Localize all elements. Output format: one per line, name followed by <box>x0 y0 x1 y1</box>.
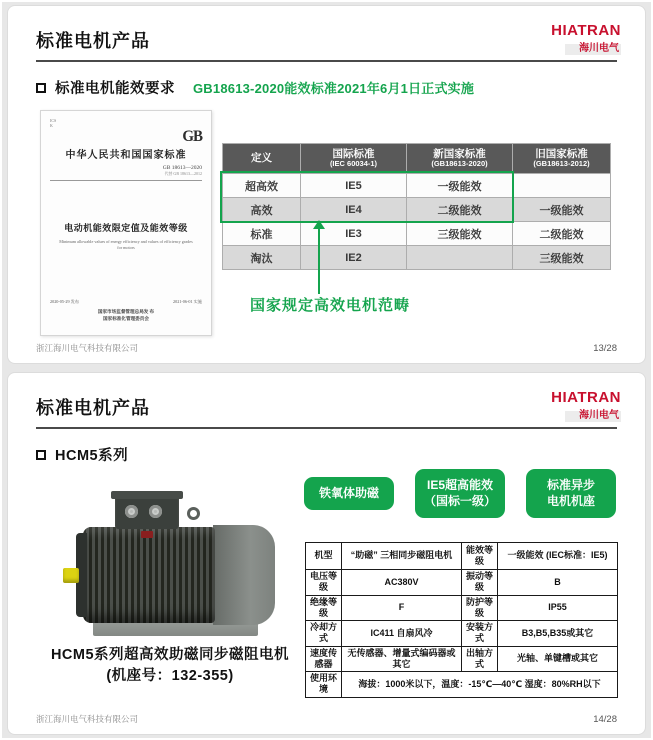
section-note: GB18613-2020能效标准2021年6月1日正式实施 <box>193 81 475 96</box>
gb-standard-cover <box>40 110 212 336</box>
badge-ferrite: 铁氧体助磁 <box>304 477 394 511</box>
gb-issuer-line2: 国家标准化管理委员会 <box>103 316 149 322</box>
caption-line2: (机座号：132-355) <box>106 668 234 685</box>
terminal-box-lid <box>111 491 183 499</box>
table-row: 高效 IE4 二级能效 一级能效 <box>223 198 611 222</box>
spec-table <box>305 542 617 698</box>
column-header: 定义 <box>223 144 301 174</box>
gb-standard-replaces: 代替 GB 18613—2012 <box>164 170 202 176</box>
annotation-text: 国家规定高效电机范畴 <box>250 297 411 314</box>
table-row: 标准 IE3 三级能效 二级能效 <box>223 222 611 246</box>
spec-row: 电压等级 AC380V 振动等级 B <box>306 570 618 596</box>
column-header: 旧国家标准 (GB18613-2012) <box>513 144 611 174</box>
section-title: HCM5系列 <box>55 448 129 464</box>
square-bullet-icon <box>36 450 46 460</box>
efficiency-table <box>222 143 610 270</box>
table-row: 超高效 IE5 一级能效 <box>223 174 611 198</box>
gb-issuer-line1: 国家市场监督管理总局 <box>97 309 144 315</box>
gb-issuer <box>41 309 211 323</box>
badge-ie5: IE5超高能效 （国标一级） <box>415 469 505 518</box>
column-header: 国际标准 (IEC 60034-1) <box>301 144 407 174</box>
title-divider <box>36 427 617 429</box>
page-title: 标准电机产品 <box>36 31 150 51</box>
brand-logo <box>551 23 621 56</box>
page-number: 13/28 <box>593 343 617 354</box>
motor-finned-body <box>83 527 215 623</box>
section-title: 标准电机能效要求 <box>55 81 175 97</box>
footer-company: 浙江海川电气科技有限公司 <box>36 343 139 353</box>
gb-ics-code: ICS K <box>50 118 57 128</box>
caption-line1: HCM5系列超高效助磁同步磁阻电机 <box>50 647 290 663</box>
spec-row: 速度传感器 无传感器、增量式编码器或其它 出轴方式 光轴、单键槽或其它 <box>306 646 618 672</box>
gb-issue-date: 2020-05-29 发布 <box>50 299 79 304</box>
gb-standard-number: GB 18613—2020 <box>162 164 202 171</box>
spec-row: 使用环境 海拔：1000米以下，温度：-15℃—40℃ 湿度：80%RH以下 <box>306 672 618 698</box>
cable-gland-icon <box>149 505 162 518</box>
motor-shaft <box>63 568 79 583</box>
lifting-eye-icon <box>187 507 200 520</box>
brand-logo <box>551 390 621 423</box>
brand-logo-subtext: 海川电气 <box>565 411 621 423</box>
brand-logo-text: HIATRAN <box>551 389 621 406</box>
slide-13 <box>8 6 645 363</box>
spec-row: 机型 “助磁” 三相同步磁阻电机 能效等级 一级能效 (IEC标准：IE5) <box>306 543 618 570</box>
slide-14 <box>8 373 645 734</box>
title-divider <box>36 60 617 62</box>
cable-gland-icon <box>125 505 138 518</box>
gb-impl-date: 2021-06-01 实施 <box>173 299 202 304</box>
gb-dates <box>50 299 202 305</box>
slide-footer <box>36 713 617 725</box>
column-header: 新国家标准 (GB18613-2020) <box>407 144 513 174</box>
gb-standard-title: 电动机能效限定值及能效等级 <box>64 222 188 233</box>
feature-badges <box>304 469 616 518</box>
brand-logo-text: HIATRAN <box>551 22 621 39</box>
gb-nation-line: 中华人民共和国国家标准 <box>65 149 187 161</box>
gb-cover-divider <box>50 180 202 181</box>
slide-footer <box>36 342 617 354</box>
motor-nameplate <box>141 531 153 538</box>
page-number: 14/28 <box>593 714 617 725</box>
gb-standard-title-en: Minimum allowable values of energy efficiency and values of efficiency grades for motors <box>59 238 193 250</box>
footer-company: 浙江海川电气科技有限公司 <box>36 714 139 724</box>
section-header <box>36 444 128 465</box>
motor-terminal-box <box>115 493 179 529</box>
product-caption <box>20 645 320 687</box>
page-title: 标准电机产品 <box>36 398 150 418</box>
badge-frame: 标准异步 电机机座 <box>526 469 616 518</box>
brand-logo-subtext: 海川电气 <box>565 44 621 56</box>
spec-row: 冷却方式 IC411 自扇风冷 安装方式 B3,B5,B35或其它 <box>306 621 618 647</box>
arrow-line <box>318 228 320 294</box>
gb-issue-label: 发 布 <box>143 309 155 315</box>
section-header <box>36 77 474 98</box>
square-bullet-icon <box>36 83 46 93</box>
motor-rear-housing <box>213 525 275 625</box>
spec-row: 绝缘等级 F 防护等级 IP55 <box>306 595 618 621</box>
gb-logo: GB <box>182 128 202 145</box>
table-header-row <box>223 144 611 174</box>
table-row: 淘汰 IE2 三级能效 <box>223 246 611 270</box>
motor-image <box>63 491 288 636</box>
